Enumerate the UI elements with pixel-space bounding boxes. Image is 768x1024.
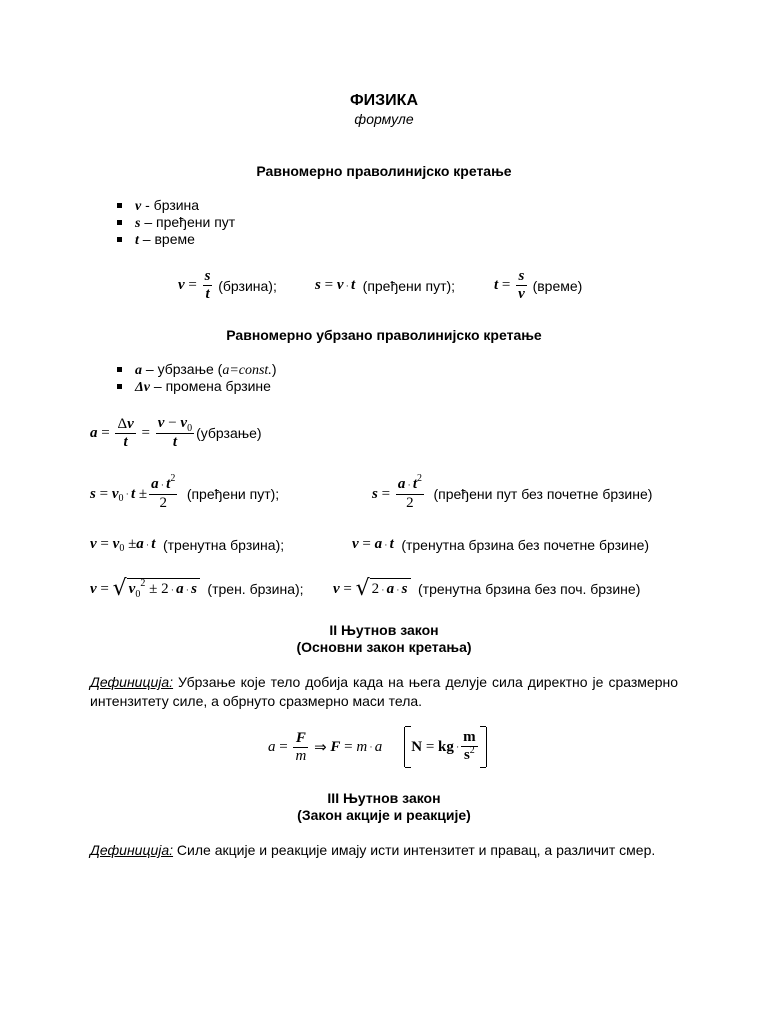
formula-newton-2: a = $\frac{F}{m}$ ⇒ F = m · a N = kg · $\frac{m}{s^2}$ <box>268 727 487 767</box>
section-heading-uniform-motion: Равномерно праволинијско кретање <box>256 163 512 179</box>
bullet-icon <box>117 367 122 372</box>
definition-newton-3: Дефиниција: Силе акције и реакције имају исти интензитет и правац, а различит смер. <box>90 842 656 858</box>
formula-time: t = $\frac{s}{v}$ (време) <box>494 268 583 302</box>
formula-velocity-no-initial: v = a · t (тренутна брзина без почетне брзине) <box>352 536 650 553</box>
list-item: Δv – промена брзине <box>135 378 271 395</box>
bullet-icon <box>117 203 122 208</box>
formula-distance-accelerated: s = v 0 · t ± $\frac{a \cdot t^2}{2}$ (пређени пут); <box>90 473 280 511</box>
list-item: a – убрзање (a=const.) <box>135 361 277 378</box>
formula-distance: s = v · t (пређени пут); <box>315 277 456 294</box>
formula-velocity-accelerated: v = v 0 ± a · t (тренутна брзина); <box>90 536 285 554</box>
formula-velocity: v = $\frac{s}{t}$ (брзина); <box>178 268 277 302</box>
bullet-icon <box>117 220 122 225</box>
definition-label: Дефиниција: <box>90 674 174 690</box>
page-title: ФИЗИКА <box>350 92 418 109</box>
bullet-icon <box>117 237 122 242</box>
section-subheading-newton-2: (Основни закон кретања) <box>296 639 472 655</box>
section-heading-accelerated-motion: Равномерно убрзано праволинијско кретање <box>226 327 542 343</box>
definition-label: Дефиниција: <box>90 842 174 858</box>
definition-newton-2: Дефиниција: Убрзање које тело добија када на њега делује сила директно је сразмерно интензитету силе, а обрнуто сразмерно маси тела. <box>90 674 678 709</box>
formula-velocity-root-no-initial: v = √ 2 · a · s (тренутна брзина без поч. брзине) <box>333 576 641 601</box>
section-subheading-newton-3: (Закон акције и реакције) <box>297 807 471 823</box>
bullet-icon <box>117 384 122 389</box>
list-item: v - брзина <box>135 197 200 214</box>
page-subtitle: формуле <box>354 111 414 127</box>
formula-acceleration: a = $\frac{\Delta v}{t}$ = $\frac{v - v_0}{t}$ (убрзање) <box>90 415 262 450</box>
unit-bracket: N = kg · $\frac{m}{s^2}$ <box>404 727 486 767</box>
section-heading-newton-2: II Њутнов закон <box>329 622 439 638</box>
section-heading-newton-3: III Њутнов закон <box>327 790 441 806</box>
formula-velocity-root: v = √ $v_0^2 \pm 2 \cdot a \cdot s$ (трен. брзина); <box>90 576 304 601</box>
list-item: s – пређени пут <box>135 214 236 231</box>
formula-distance-no-initial: s = $\frac{a \cdot t^2}{2}$ (пређени пут без почетне брзине) <box>372 473 653 511</box>
list-item: t – време <box>135 231 195 248</box>
